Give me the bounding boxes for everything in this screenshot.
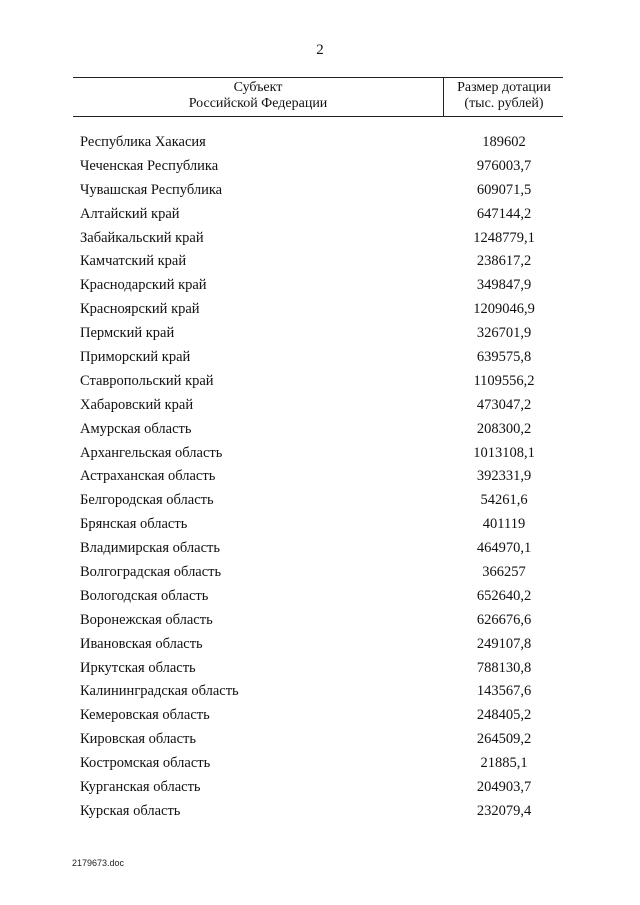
subsidy-amount: 232079,4: [476, 802, 532, 819]
subsidy-amount: 189602: [482, 134, 526, 150]
region-name: Костромская область: [80, 755, 211, 772]
region-name: Краснодарский край: [80, 277, 207, 294]
subject-header-line2: Российской Федерации: [188, 96, 328, 111]
table-row: [73, 707, 563, 731]
region-name: Владимирская область: [80, 540, 220, 557]
amount-header-line2: (тыс. рублей): [464, 96, 544, 111]
region-name: Архангельская область: [80, 444, 223, 461]
table-row: [73, 612, 563, 636]
document-id: 2179673.doc: [72, 858, 125, 868]
region-name: Иркутская область: [80, 659, 196, 676]
subsidy-amount: 464970,1: [476, 540, 532, 557]
region-name: Чувашская Республика: [80, 181, 223, 198]
subsidy-amount: 208300,2: [476, 420, 532, 437]
subsidy-amount: 473047,2: [476, 396, 532, 413]
region-name: Забайкальский край: [80, 229, 204, 246]
amount-column-header: [445, 80, 563, 112]
region-name: Амурская область: [80, 420, 192, 437]
table-row: [73, 301, 563, 325]
table-row: [73, 230, 563, 254]
region-name: Хабаровский край: [80, 396, 194, 413]
subsidy-amount: 238617,2: [476, 253, 532, 270]
table-row: [73, 373, 563, 397]
subsidy-amount: 249107,8: [476, 635, 532, 652]
amount-header-line1: Размер дотации: [457, 80, 551, 95]
table-row: [73, 588, 563, 612]
region-name: Вологодская область: [80, 587, 209, 604]
region-name: Ставропольский край: [80, 372, 214, 389]
subsidy-amount: 609071,5: [476, 181, 532, 198]
table-row: [73, 683, 563, 707]
subject-header-line1: Субъект: [233, 80, 283, 95]
table-header: [73, 77, 563, 117]
table-row: [73, 779, 563, 803]
subsidy-amount: 264509,2: [476, 731, 532, 748]
header-divider: [443, 78, 444, 116]
table-row: [73, 397, 563, 421]
table-row: [73, 564, 563, 588]
table-row: [73, 468, 563, 492]
region-name: Калининградская область: [80, 683, 239, 700]
subsidy-amount: 1109556,2: [473, 372, 535, 389]
subsidy-amount: 652640,2: [476, 587, 532, 604]
table-row: [73, 636, 563, 660]
region-name: Волгоградская область: [80, 564, 222, 581]
table-row: [73, 660, 563, 684]
region-name: Кировская область: [80, 731, 197, 748]
table-row: [73, 134, 563, 158]
table-row: [73, 206, 563, 230]
region-name: Белгородская область: [80, 492, 214, 509]
region-name: Курская область: [80, 802, 181, 819]
subsidy-amount: 1248779,1: [473, 229, 535, 246]
table-row: [73, 803, 563, 827]
table-row: [73, 158, 563, 182]
subsidy-amount: 1209046,9: [473, 301, 535, 318]
subsidy-amount: 204903,7: [476, 779, 532, 796]
subject-column-header: [73, 80, 443, 112]
subsidy-amount: 401119: [482, 516, 526, 533]
page-number: 2: [316, 42, 324, 58]
table-body: [73, 134, 563, 827]
region-name: Кемеровская область: [80, 707, 210, 724]
table-row: [73, 731, 563, 755]
subsidy-amount: 647144,2: [476, 205, 532, 222]
subsidy-amount: 366257: [482, 564, 526, 581]
table-row: [73, 182, 563, 206]
subsidy-amount: 1013108,1: [473, 444, 535, 461]
region-name: Республика Хакасия: [80, 134, 206, 150]
region-name: Пермский край: [80, 325, 175, 342]
table-row: [73, 421, 563, 445]
table-row: [73, 445, 563, 469]
region-name: Чеченская Республика: [80, 157, 219, 174]
region-name: Воронежская область: [80, 611, 213, 628]
region-name: Курганская область: [80, 779, 201, 796]
subsidy-table: [73, 77, 563, 819]
subsidy-amount: 788130,8: [476, 659, 532, 676]
table-row: [73, 516, 563, 540]
table-row: [73, 325, 563, 349]
region-name: Астраханская область: [80, 468, 216, 485]
table-row: [73, 492, 563, 516]
region-name: Брянская область: [80, 516, 188, 533]
subsidy-amount: 143567,6: [476, 683, 532, 700]
table-row: [73, 755, 563, 779]
table-row: [73, 540, 563, 564]
subsidy-amount: 392331,9: [476, 468, 532, 485]
subsidy-amount: 349847,9: [476, 277, 532, 294]
subsidy-amount: 248405,2: [476, 707, 532, 724]
table-row: [73, 349, 563, 373]
region-name: Алтайский край: [80, 205, 180, 222]
subsidy-amount: 21885,1: [480, 755, 528, 772]
table-row: [73, 253, 563, 277]
region-name: Камчатский край: [80, 253, 187, 270]
subsidy-amount: 976003,7: [476, 157, 532, 174]
subsidy-amount: 54261,6: [480, 492, 528, 509]
region-name: Красноярский край: [80, 301, 200, 318]
region-name: Ивановская область: [80, 635, 203, 652]
subsidy-amount: 639575,8: [476, 349, 532, 366]
subsidy-amount: 626676,6: [476, 611, 532, 628]
subsidy-amount: 326701,9: [476, 325, 532, 342]
table-row: [73, 277, 563, 301]
region-name: Приморский край: [80, 349, 191, 366]
